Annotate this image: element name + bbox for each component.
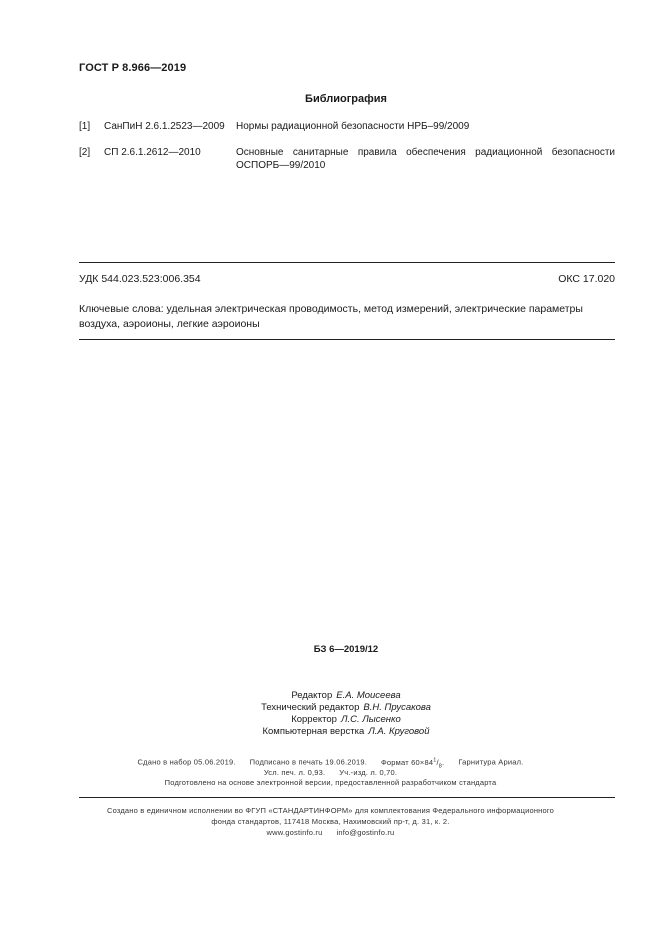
bibliography-title: Библиография <box>305 93 387 105</box>
entry-number: [1] <box>79 121 91 132</box>
staff-name: В.Н. Прусакова <box>363 702 431 713</box>
entry-title: Нормы радиационной безопасности НРБ–99/2009 <box>236 121 470 132</box>
imprint-prepared: Подготовлено на основе электронной версии, предоставленной разработчиком стандарта <box>164 778 497 787</box>
entry-document: СанПиН 2.6.1.2523—2009 <box>104 121 225 132</box>
staff-name: Л.С. Лысенко <box>340 714 401 725</box>
staff-role: Корректор <box>291 714 337 725</box>
keywords: Ключевые слова: удельная электрическая проводимость, метод измерений, электрические параметры воздуха, аэроионы, легкие аэроионы <box>79 303 583 330</box>
footer-line: Создано в единичном исполнении во ФГУП «СТАНДАРТИНФОРМ» для комплектования Федерального информационного <box>106 806 555 815</box>
staff-role: Технический редактор <box>261 702 360 713</box>
typeset-date: Сдано в набор 05.06.2019. <box>137 757 236 767</box>
divider <box>79 262 615 263</box>
standard-code: ГОСТ Р 8.966—2019 <box>79 62 187 74</box>
typeface: Гарнитура Ариал. <box>458 757 524 767</box>
paper-format: Формат $60\times 84^1/_8$. <box>381 757 445 769</box>
entry-document: СП 2.6.1.2612—2010 <box>104 147 201 158</box>
staff-line <box>0 690 661 703</box>
staff-role: Компьютерная верстка <box>262 726 365 737</box>
publication-sheets: Уч.-изд. л. 0,70. <box>339 768 398 777</box>
entry-number: [2] <box>79 147 91 158</box>
print-sheets: Усл. печ. л. 0,93. <box>263 768 326 777</box>
divider <box>79 339 615 340</box>
staff-role: Редактор <box>291 690 333 701</box>
footer-contacts <box>0 827 661 838</box>
divider <box>79 797 615 798</box>
bz-number: БЗ 6—2019/12 <box>313 644 379 655</box>
udk-code: УДК 544.023.523:006.354 <box>79 273 201 285</box>
footer-line: фонда стандартов, 117418 Москва, Нахимовский пр-т, д. 31, к. 2. <box>211 817 450 826</box>
oks-code: ОКС 17.020 <box>558 273 615 285</box>
staff-line <box>0 714 661 727</box>
website-link[interactable]: www.gostinfo.ru <box>266 828 323 837</box>
staff-name: Е.А. Моисеева <box>336 690 401 701</box>
signed-date: Подписано в печать 19.06.2019. <box>249 757 367 767</box>
email-link[interactable]: info@gostinfo.ru <box>336 828 395 837</box>
entry-title: Основные санитарные правила обеспечения радиационной безопасности ОСПОРБ—99/2010 <box>236 147 615 171</box>
staff-name: Л.А. Круговой <box>368 726 430 737</box>
staff-line <box>0 726 661 739</box>
staff-line <box>0 702 661 715</box>
